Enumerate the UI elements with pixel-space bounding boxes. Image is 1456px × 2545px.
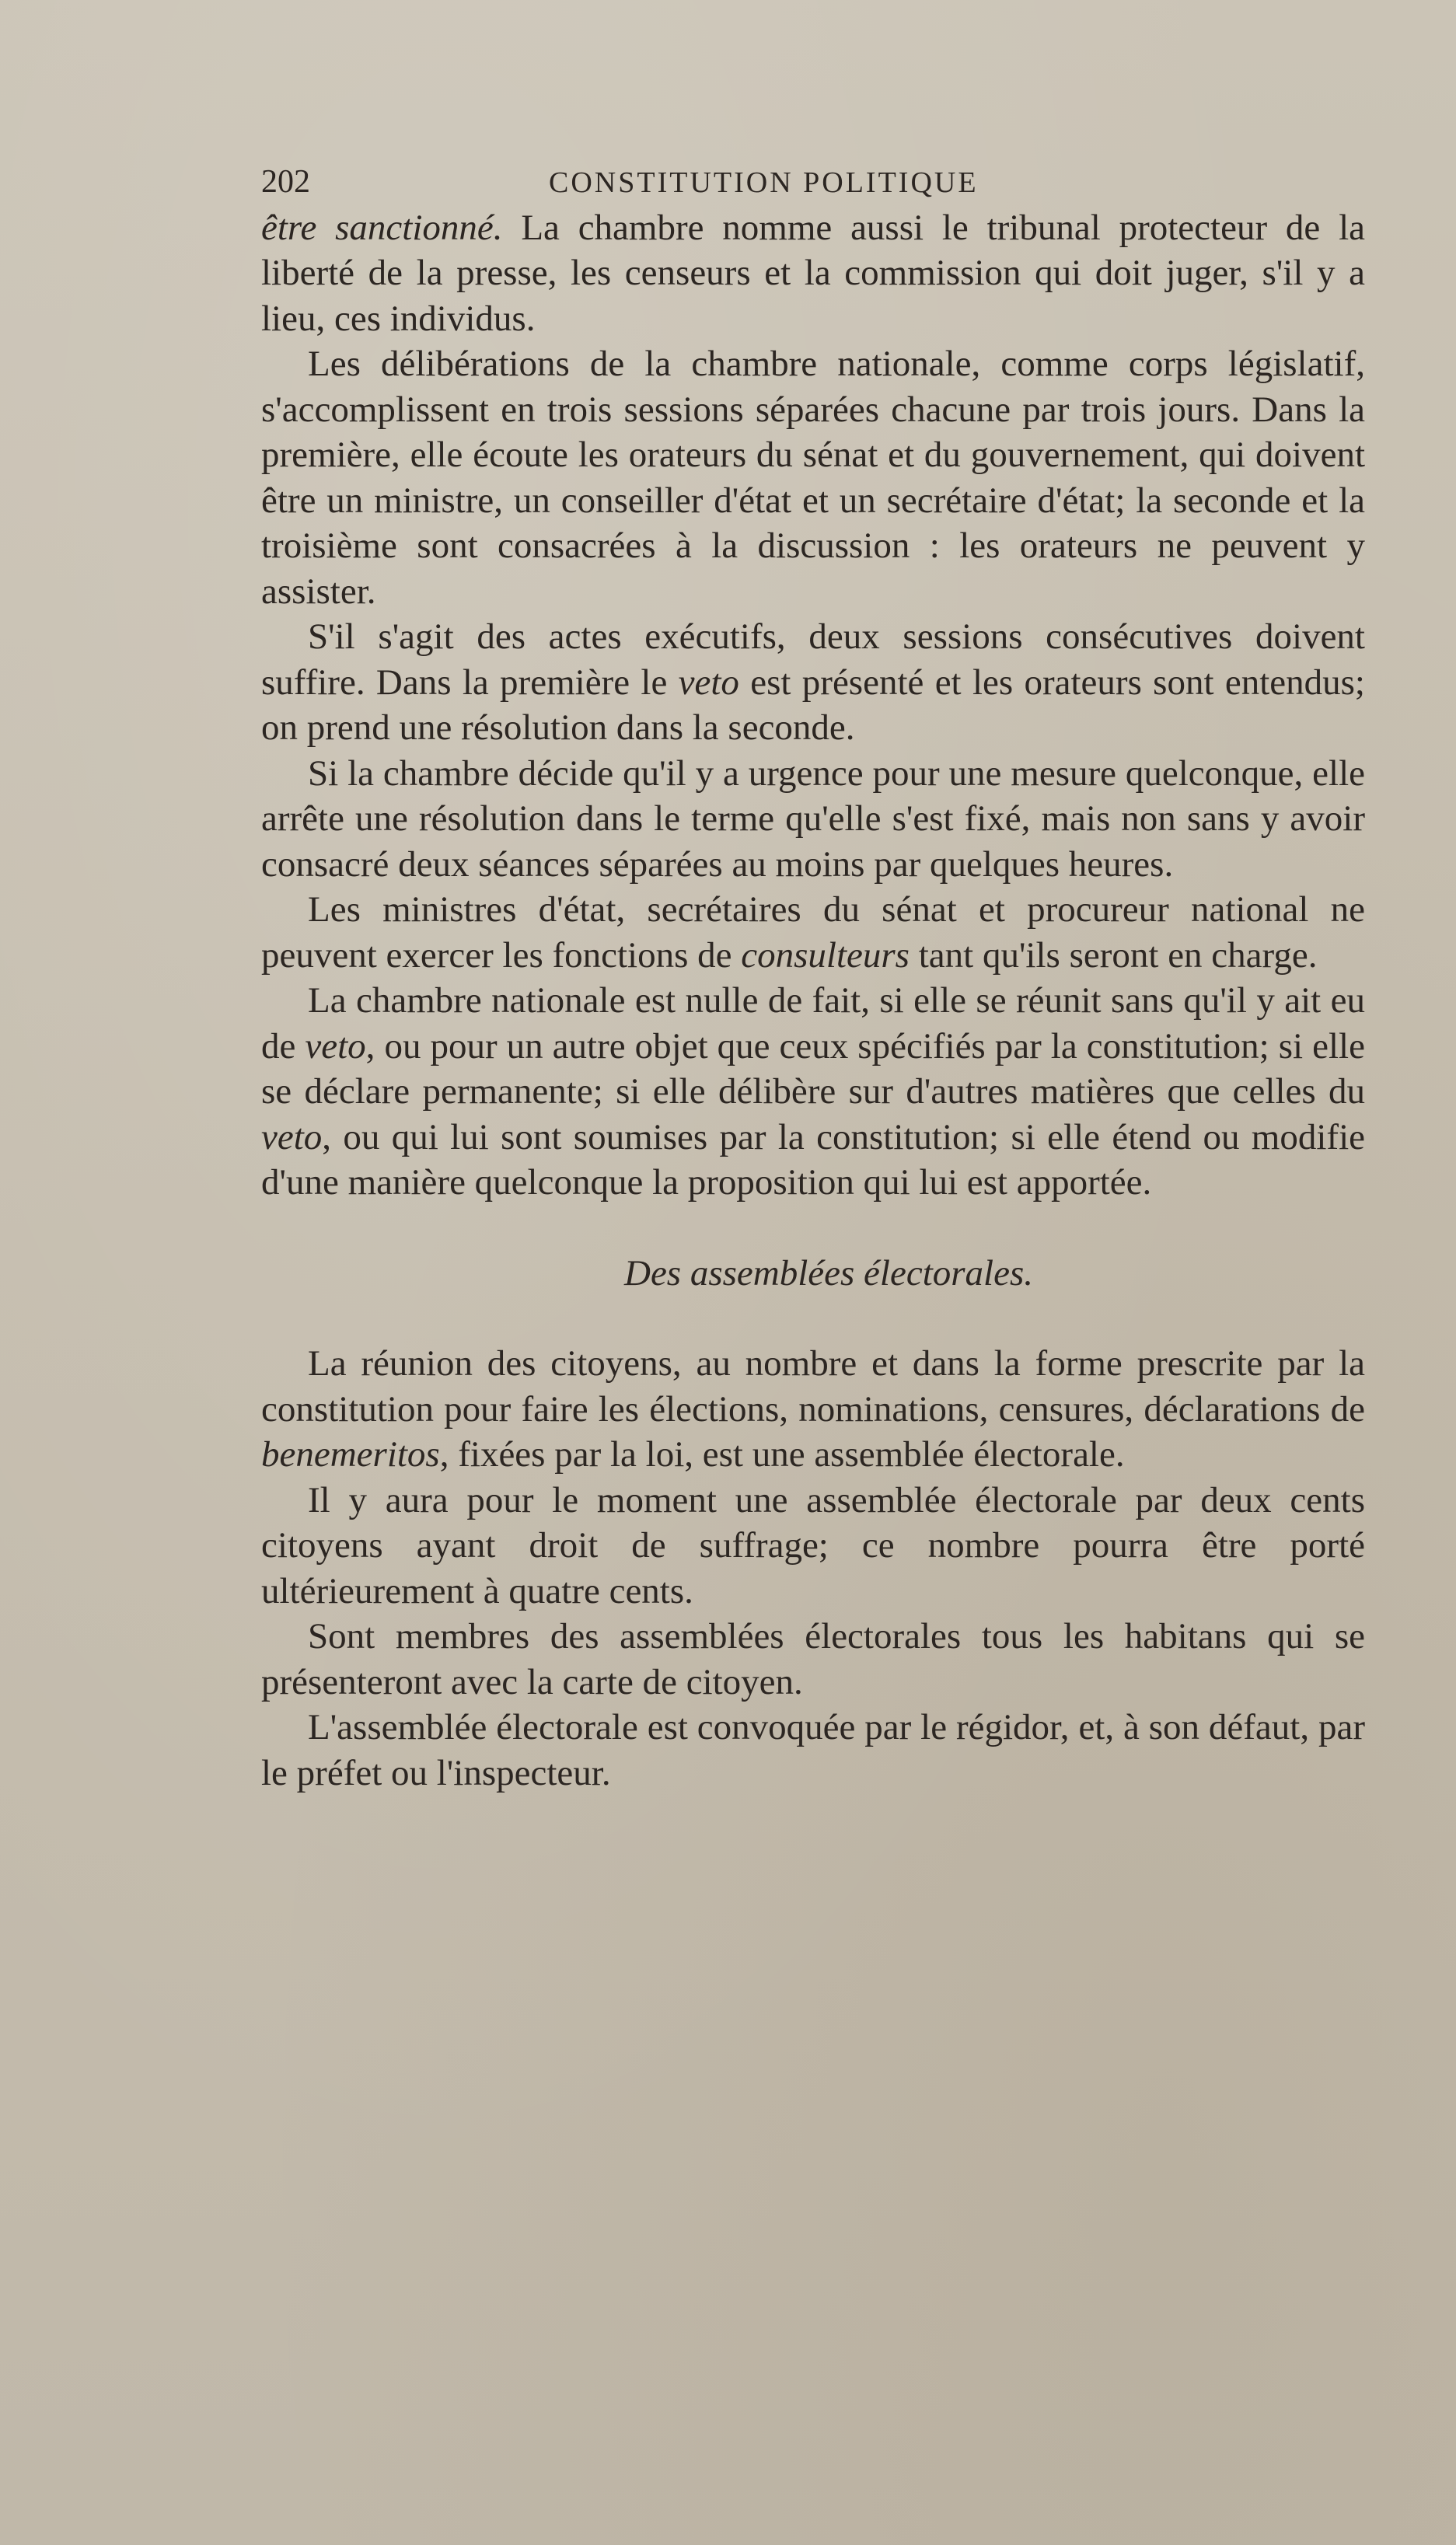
text-run: tant qu'ils seront en charge.	[909, 934, 1318, 976]
text-run: La réunion des citoyens, au nombre et dans la forme prescrite par la constitution pour faire les élections, nominations, censures, déclarations de	[261, 1343, 1365, 1430]
text-run: , ou qui lui sont soumises par la constitution; si elle étend ou modifie d'une manière quelconque la proposition qui lui est apportée.	[261, 1116, 1365, 1203]
italic-text: être sanctionné.	[261, 207, 503, 248]
text-run: , ou pour un autre objet que ceux spécifiés par la constitution; si elle se déclare permanente; si elle délibère sur d'autres matières que celles du	[261, 1025, 1365, 1112]
text-run: S'il s'agit des actes exécutifs, deux sessions consécutives doivent suffire. Dans la première le	[261, 616, 1365, 703]
text-run: , fixées par la loi, est une assemblée électorale.	[439, 1434, 1125, 1475]
text-run: Sont membres des assemblées électorales tous les habitans qui se présenteront avec la carte de citoyen.	[261, 1616, 1365, 1702]
italic-text: consulteurs	[741, 934, 910, 976]
paragraph	[261, 1341, 1365, 1478]
body-paragraphs	[261, 205, 1365, 1206]
italic-text: benemeritos	[261, 1434, 440, 1475]
text-block	[261, 159, 1365, 1796]
italic-text: veto	[678, 662, 739, 703]
section-paragraphs	[261, 1341, 1365, 1796]
paragraph	[261, 341, 1365, 614]
paragraph	[261, 751, 1365, 888]
text-run: est présenté et les orateurs sont entendus; on prend une résolution dans la seconde.	[261, 662, 1365, 748]
italic-text: veto	[261, 1116, 323, 1157]
paragraph	[261, 614, 1365, 751]
section-heading: Des assemblées électorales.	[624, 1252, 1033, 1293]
paragraph	[261, 1705, 1365, 1796]
text-run: Les délibérations de la chambre nationale, comme corps législatif, s'accomplissent en trois sessions séparées chacune par trois jours. Dans la première, elle écoute les orateurs du sénat et du gouvernement, qui doivent être un ministre, un conseiller d'état et un secrétaire d'état; la seconde et la troisième sont consacrées à la discussion : les orateurs ne peuvent y assister.	[261, 344, 1365, 612]
paragraph	[261, 205, 1365, 342]
paragraph	[261, 1478, 1365, 1615]
text-run: Il y aura pour le moment une assemblée électorale par deux cents citoyens ayant droit de suffrage; ce nombre pourra être porté ultérieurement à quatre cents.	[261, 1479, 1365, 1611]
text-run: L'assemblée électorale est convoquée par le régidor, et, à son défaut, par le préfet ou l'inspecteur.	[261, 1707, 1365, 1793]
page-number: 202	[261, 164, 310, 200]
text-run: La chambre nationale est nulle de fait, si elle se réunit sans qu'il y ait eu de	[261, 980, 1365, 1067]
text-run: La chambre nomme aussi le tribunal protecteur de la liberté de la presse, les censeurs et la commission qui doit juger, s'il y a lieu, ces individus.	[261, 207, 1365, 339]
paragraph	[261, 887, 1365, 978]
text-run: Si la chambre décide qu'il y a urgence pour une mesure quelconque, elle arrête une résolution dans le terme qu'elle s'est fixé, mais non sans y avoir consacré deux séances séparées au moins par quelques heures.	[261, 752, 1365, 885]
paragraph	[261, 978, 1365, 1206]
paragraph	[261, 1614, 1365, 1705]
italic-text: veto	[305, 1025, 366, 1067]
running-header	[261, 159, 1365, 205]
text-run: Les ministres d'état, secrétaires du sénat et procureur national ne peuvent exercer les fonctions de	[261, 889, 1365, 976]
running-title: CONSTITUTION POLITIQUE	[549, 166, 979, 199]
